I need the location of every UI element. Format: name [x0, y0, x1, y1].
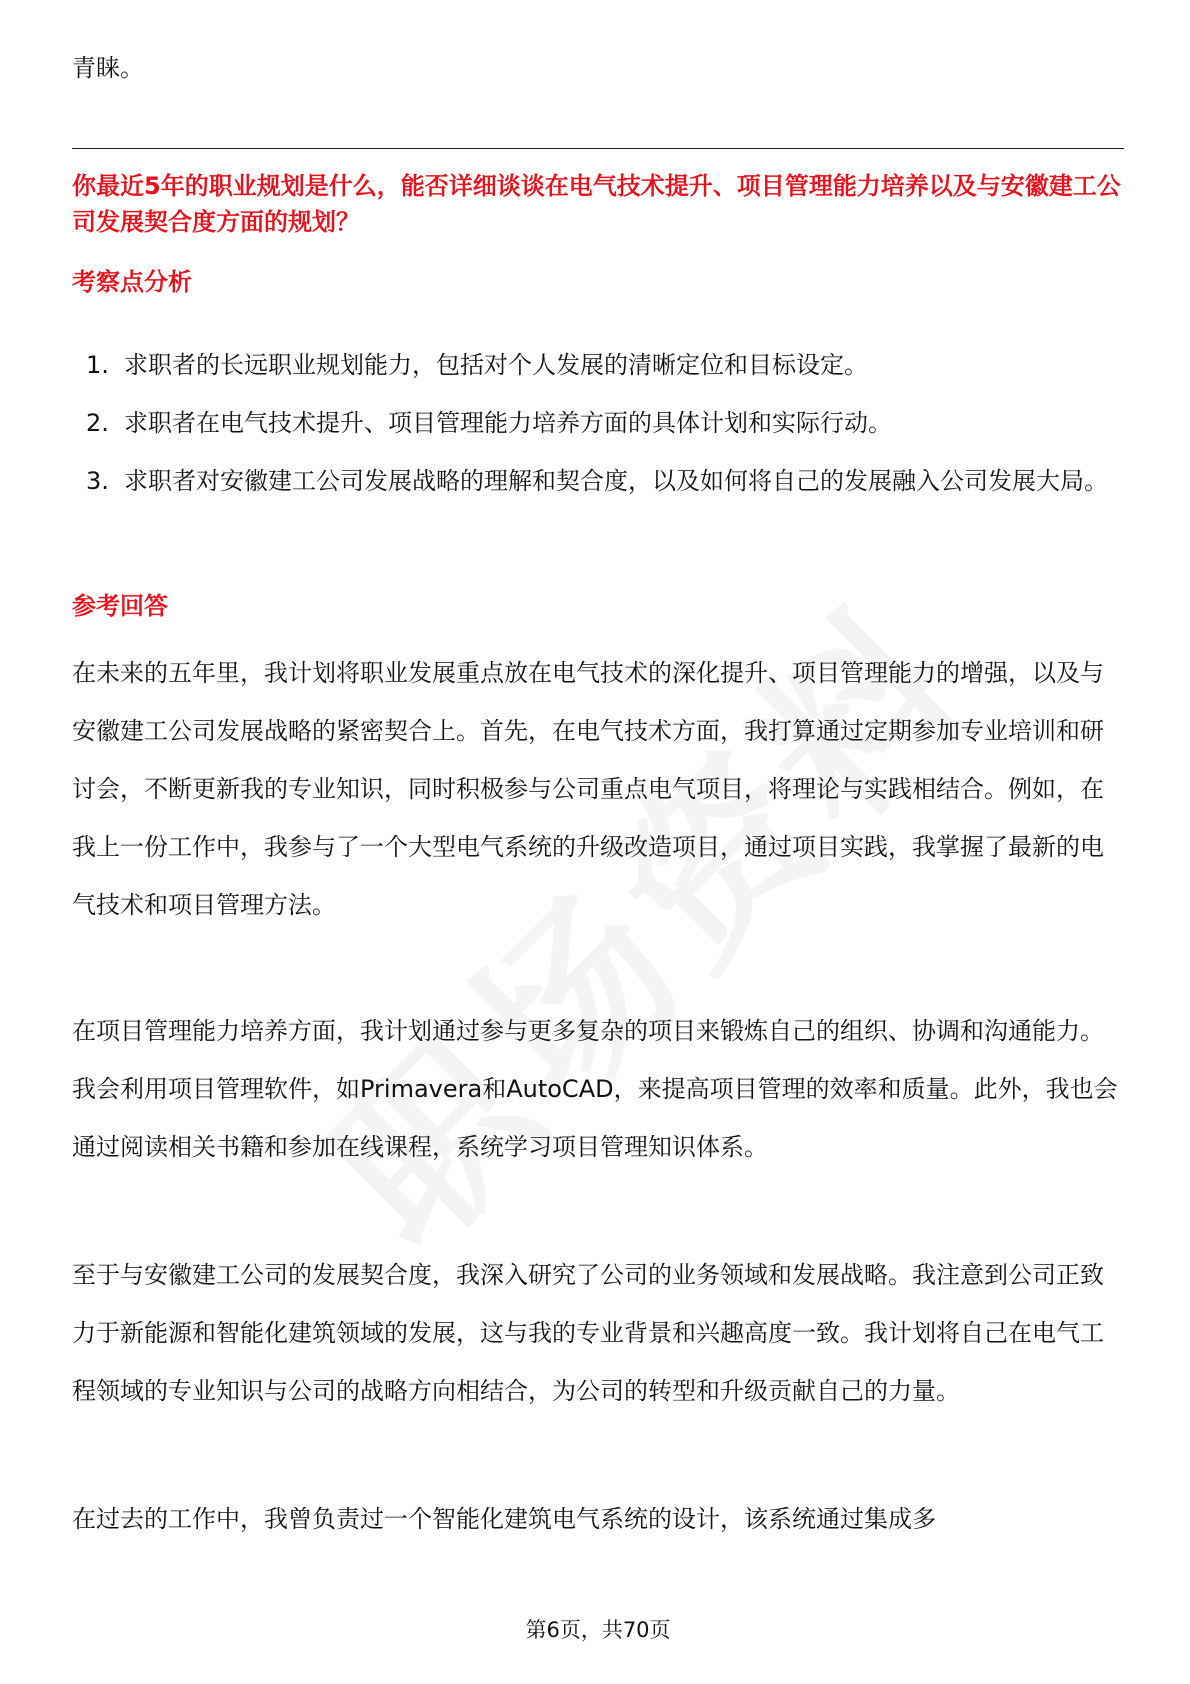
answer-paragraph: 在过去的工作中，我曾负责过一个智能化建筑电气系统的设计，该系统通过集成多: [72, 1505, 936, 1533]
page-number: 第6页，共70页: [525, 1618, 671, 1642]
answer-paragraph: 至于与安徽建工公司的发展契合度，我深入研究了公司的业务领域和发展战略。我注意到公司正致力于新能源和智能化建筑领域的发展，这与我的专业背景和兴趣高度一致。我计划将自己在电气工程领域的专业知识与公司的战略方向相结合，为公司的转型和升级贡献自己的力量。: [72, 1261, 1104, 1405]
list-item: [72, 394, 1124, 452]
list-item-text: 求职者在电气技术提升、项目管理能力培养方面的具体计划和实际行动。: [124, 409, 892, 437]
answer-paragraph: 在项目管理能力培养方面，我计划通过参与更多复杂的项目来锻炼自己的组织、协调和沟通能力。我会利用项目管理软件，如Primavera和AutoCAD，来提高项目管理的效率和质量。此外，我也会通过阅读相关书籍和参加在线课程，系统学习项目管理知识体系。: [72, 1017, 1118, 1161]
list-item: [72, 452, 1124, 510]
analysis-list: [72, 336, 1124, 510]
list-item-number: 2.: [86, 409, 109, 437]
list-item-text: 求职者对安徽建工公司发展战略的理解和契合度，以及如何将自己的发展融入公司发展大局。: [124, 467, 1108, 495]
analysis-heading: 考察点分析: [72, 268, 192, 296]
interview-question: 你最近5年的职业规划是什么，能否详细谈谈在电气技术提升、项目管理能力培养以及与安徽建工公司发展契合度方面的规划？: [72, 172, 1121, 236]
lead-text: 青睐。: [72, 54, 144, 82]
list-item-number: 1.: [86, 351, 109, 379]
list-item: [72, 336, 1124, 394]
answer-heading: 参考回答: [72, 592, 168, 620]
section-divider: [72, 148, 1124, 149]
list-item-text: 求职者的长远职业规划能力，包括对个人发展的清晰定位和目标设定。: [124, 351, 868, 379]
document-page: [72, 0, 1124, 1684]
answer-paragraph: 在未来的五年里，我计划将职业发展重点放在电气技术的深化提升、项目管理能力的增强，以及与安徽建工公司发展战略的紧密契合上。首先，在电气技术方面，我打算通过定期参加专业培训和研讨会，不断更新我的专业知识，同时积极参与公司重点电气项目，将理论与实践相结合。例如，在我上一份工作中，我参与了一个大型电气系统的升级改造项目，通过项目实践，我掌握了最新的电气技术和项目管理方法。: [72, 659, 1104, 919]
list-item-number: 3.: [86, 467, 109, 495]
